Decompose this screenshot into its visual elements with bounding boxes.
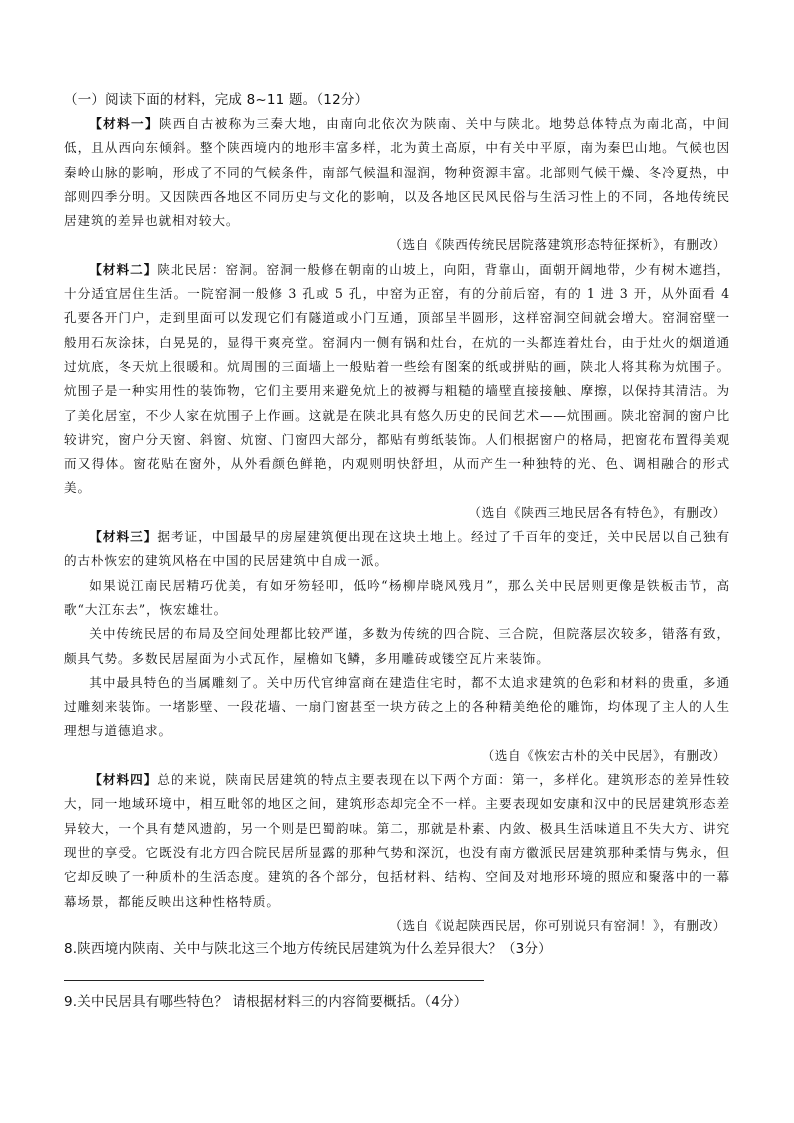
material-source: （选自《说起陕西民居，你可别说只有窑洞！》，有删改）	[389, 917, 726, 933]
material-paragraph: 【材料一】陕西自古被称为三秦大地，由南向北依次为陕南、关中与陕北。地势总体特点为南北高，中间低，且从西向东倾斜。整个陕西境内的地形丰富多样，北为黄土高原，中有关中平原，南为秦巴山地。气候也因秦岭山脉的影响，形成了不同的气候条件，南部气候温和湿润，物种资源丰富。北部则气候干燥、冬冷夏热，中部则四季分明。又因陕西各地区不同历史与文化的影响，以及各地区民风民俗与生活习性上的不同，各地传统民居建筑的差异也就相对较大。	[64, 116, 730, 229]
material-4	[64, 768, 730, 938]
material-paragraph: 如果说江南民居精巧优美，有如牙笏轻叩，低吟“杨柳岸晓风残月”，那么关中民居则更像是铁板击节，高歌“大江东去”，恢宏雄壮。	[64, 577, 730, 617]
question-9: 9.关中民居具有哪些特色？ 请根据材料三的内容简要概括。（4分）	[64, 994, 468, 1011]
exam-page	[64, 90, 730, 1013]
material-tag: 【材料二】	[89, 261, 158, 277]
material-paragraph: 【材料三】据考证，中国最早的房屋建筑便出现在这块土地上。经过了千百年的变迁，关中民居以自己独有的古朴恢宏的建筑风格在中国的民居建筑中自成一派。	[64, 529, 730, 569]
material-2	[64, 258, 730, 525]
section-heading: （一）阅读下面的材料，完成 8~11 题。（12分）	[64, 92, 369, 108]
material-source: （选自《陕西三地民居各有特色》，有删改）	[468, 504, 726, 520]
material-paragraph: 其中最具特色的当属雕刻了。关中历代官绅富商在建造住宅时，都不太追求建筑的色彩和材料的贵重，多通过雕刻来装饰。一堵影壁、一段花墙、一扇门窗甚至一块方砖之上的各种精美绝伦的雕饰，均体现了主人的人生理想与道德追求。	[64, 674, 730, 739]
material-tag: 【材料一】	[89, 116, 159, 131]
material-paragraph: 关中传统民居的布局及空间处理都比较严谨，多数为传统的四合院、三合院，但院落层次较多，错落有致，颇具气势。多数民居屋面为小式瓦作，屋檐如飞鳞，多用雕砖或镂空瓦片来装饰。	[64, 626, 730, 666]
material-source: （选自《陕西传统民居院落建筑形态特征探析》，有删改）	[389, 237, 726, 253]
material-source: （选自《恢宏古朴的关中民居》，有删改）	[481, 747, 726, 763]
answer-line[interactable]	[64, 980, 484, 981]
material-1	[64, 112, 730, 258]
material-tag: 【材料三】	[89, 529, 158, 545]
material-paragraph: 【材料四】总的来说，陕南民居建筑的特点主要表现在以下两个方面：第一，多样化。建筑形态的差异性较大，同一地域环境中，相互毗邻的地区之间，建筑形态却完全不一样。主要表现如安康和汉中的民居建筑形态差异较大，一个具有楚风遗韵，另一个则是巴蜀韵味。第二，那就是朴素、内敛、极具生活味道且不失大方、讲究现世的享受。它既没有北方四合院民居所显露的那种气势和深沉，也没有南方徽派民居建筑那种柔情与隽永，但它却反映了一种质朴的生活态度。建筑的各个部分，包括材料、结构、空间及对地形环境的照应和聚落中的一幕幕场景，都能反映出这种性格特质。	[64, 772, 730, 909]
material-3	[64, 525, 730, 768]
question-8: 8.陕西境内陕南、关中与陕北这三个地方传统民居建筑为什么差异很大？（3分）	[64, 941, 552, 958]
material-tag: 【材料四】	[89, 772, 158, 788]
material-paragraph: 【材料二】陕北民居：窑洞。窑洞一般修在朝南的山坡上，向阳，背靠山，面朝开阔地带，少有树木遮挡，十分适宜居住生活。一院窑洞一般修 3 孔或 5 孔，中窑为正窑，有的分前后窑，有的 1 进 3 开，从外面看 4 孔要各开门户，走到里面可以发现它们有隧道或小门互通，顶部呈半圆形，这样窑洞空间就会增大。窑洞窑壁一般用石灰涂抹，白晃晃的，显得干爽亮堂。窑洞内一侧有锅和灶台，在炕的一头都连着灶台，由于灶火的烟道通过炕底，冬天炕上很暖和。炕周围的三面墙上一般贴着一些绘有图案的纸或拼贴的画，陕北人将其称为炕围子。炕围子是一种实用性的装饰物，它们主要用来避免炕上的被褥与粗糙的墙壁直接接触、摩擦，以保持其清洁。为了美化居室，不少人家在炕围子上作画。这就是在陕北具有悠久历史的民间艺术——炕围画。陕北窑洞的窗户比较讲究，窗户分天窗、斜窗、炕窗、门窗四大部分，都贴有剪纸装饰。人们根据窗户的格局，把窗花布置得美观而又得体。窗花贴在窗外，从外看颜色鲜艳，内观则明快舒坦，从而产生一种独特的光、色、调相融合的形式美。	[64, 261, 730, 496]
